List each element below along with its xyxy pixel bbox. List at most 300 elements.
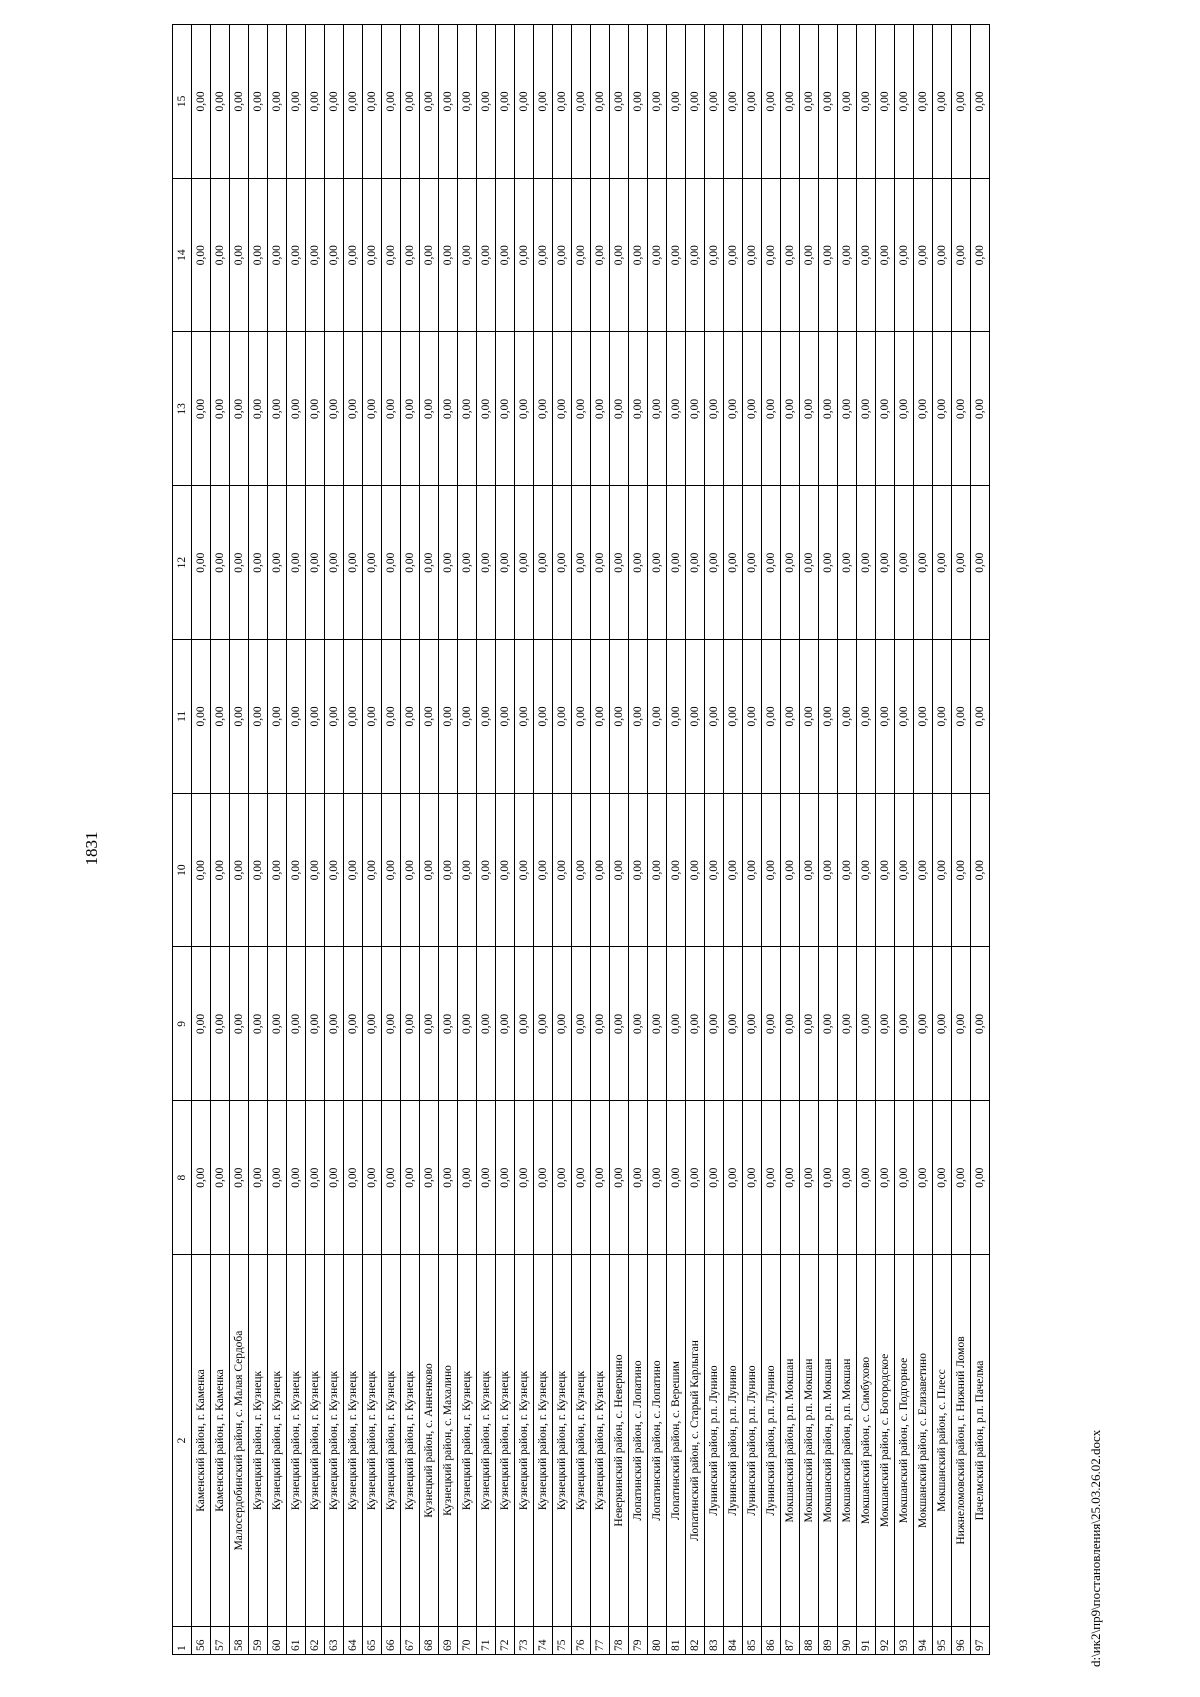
table-row xyxy=(781,25,800,1655)
value-cell: 0,00 xyxy=(553,1101,572,1255)
table-row xyxy=(211,25,230,1655)
value-cell: 0,00 xyxy=(496,640,515,794)
table-row xyxy=(914,25,933,1655)
value-cell: 0,00 xyxy=(800,793,819,947)
value-cell: 0,00 xyxy=(781,947,800,1101)
row-number-cell: 69 xyxy=(439,1627,458,1655)
location-cell: Пачелмский район, р.п. Пачелма xyxy=(971,1255,990,1627)
value-cell: 0,00 xyxy=(553,947,572,1101)
column-header: 13 xyxy=(173,332,192,486)
value-cell: 0,00 xyxy=(420,332,439,486)
value-cell: 0,00 xyxy=(857,793,876,947)
value-cell: 0,00 xyxy=(838,1101,857,1255)
value-cell: 0,00 xyxy=(819,793,838,947)
table-row xyxy=(496,25,515,1655)
value-cell: 0,00 xyxy=(914,332,933,486)
value-cell: 0,00 xyxy=(819,947,838,1101)
value-cell: 0,00 xyxy=(971,947,990,1101)
value-cell: 0,00 xyxy=(705,793,724,947)
value-cell: 0,00 xyxy=(705,25,724,179)
value-cell: 0,00 xyxy=(477,1101,496,1255)
value-cell: 0,00 xyxy=(610,178,629,332)
value-cell: 0,00 xyxy=(838,793,857,947)
value-cell: 0,00 xyxy=(838,947,857,1101)
value-cell: 0,00 xyxy=(800,178,819,332)
value-cell: 0,00 xyxy=(344,640,363,794)
row-number-cell: 74 xyxy=(534,1627,553,1655)
value-cell: 0,00 xyxy=(762,947,781,1101)
value-cell: 0,00 xyxy=(591,793,610,947)
row-number-cell: 86 xyxy=(762,1627,781,1655)
value-cell: 0,00 xyxy=(325,332,344,486)
value-cell: 0,00 xyxy=(230,947,249,1101)
location-cell: Малосердобинский район, с. Малая Сердоба xyxy=(230,1255,249,1627)
value-cell: 0,00 xyxy=(477,947,496,1101)
value-cell: 0,00 xyxy=(629,1101,648,1255)
location-cell: Кузнецкий район, г. Кузнецк xyxy=(287,1255,306,1627)
value-cell: 0,00 xyxy=(553,793,572,947)
location-cell: Кузнецкий район, г. Кузнецк xyxy=(572,1255,591,1627)
value-cell: 0,00 xyxy=(819,332,838,486)
value-cell: 0,00 xyxy=(610,332,629,486)
location-cell: Неверкинский район, с. Неверкино xyxy=(610,1255,629,1627)
value-cell: 0,00 xyxy=(629,25,648,179)
value-cell: 0,00 xyxy=(382,1101,401,1255)
value-cell: 0,00 xyxy=(401,25,420,179)
column-header: 15 xyxy=(173,25,192,179)
value-cell: 0,00 xyxy=(344,178,363,332)
value-cell: 0,00 xyxy=(952,640,971,794)
value-cell: 0,00 xyxy=(477,25,496,179)
row-number-cell: 63 xyxy=(325,1627,344,1655)
value-cell: 0,00 xyxy=(781,640,800,794)
value-cell: 0,00 xyxy=(230,486,249,640)
value-cell: 0,00 xyxy=(686,25,705,179)
location-cell: Кузнецкий район, г. Кузнецк xyxy=(458,1255,477,1627)
value-cell: 0,00 xyxy=(876,332,895,486)
value-cell: 0,00 xyxy=(724,1101,743,1255)
value-cell: 0,00 xyxy=(933,178,952,332)
value-cell: 0,00 xyxy=(705,1101,724,1255)
value-cell: 0,00 xyxy=(762,793,781,947)
table-row xyxy=(553,25,572,1655)
value-cell: 0,00 xyxy=(211,793,230,947)
column-header: 2 xyxy=(173,1255,192,1627)
column-header: 12 xyxy=(173,486,192,640)
row-number-cell: 72 xyxy=(496,1627,515,1655)
value-cell: 0,00 xyxy=(667,793,686,947)
value-cell: 0,00 xyxy=(895,486,914,640)
location-cell: Кузнецкий район, г. Кузнецк xyxy=(344,1255,363,1627)
row-number-cell: 59 xyxy=(249,1627,268,1655)
value-cell: 0,00 xyxy=(724,947,743,1101)
value-cell: 0,00 xyxy=(971,178,990,332)
value-cell: 0,00 xyxy=(610,486,629,640)
table-row xyxy=(686,25,705,1655)
value-cell: 0,00 xyxy=(857,640,876,794)
value-cell: 0,00 xyxy=(667,25,686,179)
value-cell: 0,00 xyxy=(819,178,838,332)
value-cell: 0,00 xyxy=(629,332,648,486)
value-cell: 0,00 xyxy=(705,640,724,794)
location-cell: Кузнецкий район, г. Кузнецк xyxy=(363,1255,382,1627)
table-row xyxy=(515,25,534,1655)
value-cell: 0,00 xyxy=(458,640,477,794)
value-cell: 0,00 xyxy=(496,332,515,486)
value-cell: 0,00 xyxy=(249,640,268,794)
location-cell: Мокшанский район, с. Елизаветино xyxy=(914,1255,933,1627)
value-cell: 0,00 xyxy=(344,25,363,179)
location-cell: Мокшанский район, р.п. Мокшан xyxy=(819,1255,838,1627)
value-cell: 0,00 xyxy=(971,640,990,794)
value-cell: 0,00 xyxy=(610,1101,629,1255)
value-cell: 0,00 xyxy=(762,178,781,332)
value-cell: 0,00 xyxy=(933,793,952,947)
value-cell: 0,00 xyxy=(648,793,667,947)
value-cell: 0,00 xyxy=(515,486,534,640)
value-cell: 0,00 xyxy=(458,793,477,947)
value-cell: 0,00 xyxy=(363,793,382,947)
value-cell: 0,00 xyxy=(534,178,553,332)
location-cell: Кузнецкий район, г. Кузнецк xyxy=(249,1255,268,1627)
row-number-cell: 82 xyxy=(686,1627,705,1655)
value-cell: 0,00 xyxy=(819,25,838,179)
table-row xyxy=(724,25,743,1655)
value-cell: 0,00 xyxy=(325,1101,344,1255)
value-cell: 0,00 xyxy=(553,178,572,332)
value-cell: 0,00 xyxy=(477,793,496,947)
value-cell: 0,00 xyxy=(496,793,515,947)
value-cell: 0,00 xyxy=(971,1101,990,1255)
table-row xyxy=(876,25,895,1655)
table-row xyxy=(838,25,857,1655)
value-cell: 0,00 xyxy=(591,332,610,486)
value-cell: 0,00 xyxy=(420,947,439,1101)
value-cell: 0,00 xyxy=(325,640,344,794)
value-cell: 0,00 xyxy=(306,947,325,1101)
value-cell: 0,00 xyxy=(230,25,249,179)
value-cell: 0,00 xyxy=(933,1101,952,1255)
value-cell: 0,00 xyxy=(686,1101,705,1255)
column-header: 8 xyxy=(173,1101,192,1255)
location-cell: Мокшанский район, р.п. Мокшан xyxy=(800,1255,819,1627)
value-cell: 0,00 xyxy=(401,1101,420,1255)
location-cell: Кузнецкий район, с. Махалино xyxy=(439,1255,458,1627)
location-cell: Лопатинский район, с. Верешим xyxy=(667,1255,686,1627)
value-cell: 0,00 xyxy=(629,793,648,947)
value-cell: 0,00 xyxy=(401,947,420,1101)
value-cell: 0,00 xyxy=(515,332,534,486)
value-cell: 0,00 xyxy=(306,178,325,332)
value-cell: 0,00 xyxy=(591,947,610,1101)
value-cell: 0,00 xyxy=(230,1101,249,1255)
value-cell: 0,00 xyxy=(572,332,591,486)
value-cell: 0,00 xyxy=(534,332,553,486)
value-cell: 0,00 xyxy=(933,947,952,1101)
column-header: 11 xyxy=(173,640,192,794)
value-cell: 0,00 xyxy=(610,947,629,1101)
row-number-cell: 73 xyxy=(515,1627,534,1655)
value-cell: 0,00 xyxy=(420,486,439,640)
value-cell: 0,00 xyxy=(743,486,762,640)
value-cell: 0,00 xyxy=(230,178,249,332)
value-cell: 0,00 xyxy=(591,25,610,179)
value-cell: 0,00 xyxy=(211,947,230,1101)
value-cell: 0,00 xyxy=(211,1101,230,1255)
value-cell: 0,00 xyxy=(667,486,686,640)
value-cell: 0,00 xyxy=(686,793,705,947)
table-row xyxy=(230,25,249,1655)
value-cell: 0,00 xyxy=(287,1101,306,1255)
location-cell: Кузнецкий район, г. Кузнецк xyxy=(553,1255,572,1627)
value-cell: 0,00 xyxy=(458,1101,477,1255)
value-cell: 0,00 xyxy=(705,178,724,332)
row-number-cell: 88 xyxy=(800,1627,819,1655)
value-cell: 0,00 xyxy=(439,640,458,794)
table-row xyxy=(705,25,724,1655)
value-cell: 0,00 xyxy=(705,947,724,1101)
row-number-cell: 57 xyxy=(211,1627,230,1655)
value-cell: 0,00 xyxy=(800,640,819,794)
value-cell: 0,00 xyxy=(610,793,629,947)
column-header: 10 xyxy=(173,793,192,947)
value-cell: 0,00 xyxy=(629,640,648,794)
value-cell: 0,00 xyxy=(230,640,249,794)
value-cell: 0,00 xyxy=(743,1101,762,1255)
value-cell: 0,00 xyxy=(876,640,895,794)
value-cell: 0,00 xyxy=(686,178,705,332)
value-cell: 0,00 xyxy=(363,947,382,1101)
row-number-cell: 92 xyxy=(876,1627,895,1655)
value-cell: 0,00 xyxy=(724,640,743,794)
table-row xyxy=(971,25,990,1655)
row-number-cell: 80 xyxy=(648,1627,667,1655)
value-cell: 0,00 xyxy=(325,178,344,332)
value-cell: 0,00 xyxy=(401,486,420,640)
table-row xyxy=(344,25,363,1655)
location-cell: Лунинский район, р.п. Лунино xyxy=(705,1255,724,1627)
row-number-cell: 64 xyxy=(344,1627,363,1655)
value-cell: 0,00 xyxy=(800,947,819,1101)
value-cell: 0,00 xyxy=(306,25,325,179)
value-cell: 0,00 xyxy=(268,1101,287,1255)
value-cell: 0,00 xyxy=(287,25,306,179)
row-number-cell: 81 xyxy=(667,1627,686,1655)
value-cell: 0,00 xyxy=(572,25,591,179)
value-cell: 0,00 xyxy=(268,25,287,179)
value-cell: 0,00 xyxy=(439,25,458,179)
location-cell: Лунинский район, р.п. Лунино xyxy=(743,1255,762,1627)
value-cell: 0,00 xyxy=(686,947,705,1101)
value-cell: 0,00 xyxy=(591,486,610,640)
value-cell: 0,00 xyxy=(268,640,287,794)
data-table xyxy=(172,24,990,1655)
value-cell: 0,00 xyxy=(382,640,401,794)
location-cell: Мокшанский район, с. Подгорное xyxy=(895,1255,914,1627)
value-cell: 0,00 xyxy=(781,793,800,947)
row-number-cell: 70 xyxy=(458,1627,477,1655)
value-cell: 0,00 xyxy=(401,640,420,794)
table-row xyxy=(382,25,401,1655)
value-cell: 0,00 xyxy=(572,1101,591,1255)
value-cell: 0,00 xyxy=(211,640,230,794)
value-cell: 0,00 xyxy=(363,332,382,486)
row-number-cell: 87 xyxy=(781,1627,800,1655)
location-cell: Кузнецкий район, г. Кузнецк xyxy=(382,1255,401,1627)
value-cell: 0,00 xyxy=(610,640,629,794)
value-cell: 0,00 xyxy=(629,486,648,640)
value-cell: 0,00 xyxy=(268,947,287,1101)
value-cell: 0,00 xyxy=(705,486,724,640)
location-cell: Кузнецкий район, г. Кузнецк xyxy=(496,1255,515,1627)
value-cell: 0,00 xyxy=(363,1101,382,1255)
value-cell: 0,00 xyxy=(325,947,344,1101)
value-cell: 0,00 xyxy=(876,947,895,1101)
value-cell: 0,00 xyxy=(781,332,800,486)
value-cell: 0,00 xyxy=(496,178,515,332)
value-cell: 0,00 xyxy=(857,486,876,640)
value-cell: 0,00 xyxy=(743,25,762,179)
value-cell: 0,00 xyxy=(876,178,895,332)
location-cell: Лунинский район, р.п. Лунино xyxy=(724,1255,743,1627)
value-cell: 0,00 xyxy=(971,332,990,486)
row-number-cell: 68 xyxy=(420,1627,439,1655)
value-cell: 0,00 xyxy=(819,486,838,640)
value-cell: 0,00 xyxy=(686,332,705,486)
value-cell: 0,00 xyxy=(933,332,952,486)
value-cell: 0,00 xyxy=(192,793,211,947)
value-cell: 0,00 xyxy=(515,25,534,179)
value-cell: 0,00 xyxy=(629,947,648,1101)
value-cell: 0,00 xyxy=(211,332,230,486)
table-row xyxy=(287,25,306,1655)
location-cell: Кузнецкий район, г. Кузнецк xyxy=(591,1255,610,1627)
value-cell: 0,00 xyxy=(952,1101,971,1255)
value-cell: 0,00 xyxy=(667,1101,686,1255)
value-cell: 0,00 xyxy=(952,486,971,640)
value-cell: 0,00 xyxy=(268,793,287,947)
row-number-cell: 91 xyxy=(857,1627,876,1655)
value-cell: 0,00 xyxy=(534,1101,553,1255)
row-number-cell: 85 xyxy=(743,1627,762,1655)
row-number-cell: 96 xyxy=(952,1627,971,1655)
value-cell: 0,00 xyxy=(800,332,819,486)
table-row xyxy=(819,25,838,1655)
value-cell: 0,00 xyxy=(534,486,553,640)
value-cell: 0,00 xyxy=(306,1101,325,1255)
value-cell: 0,00 xyxy=(629,178,648,332)
value-cell: 0,00 xyxy=(971,486,990,640)
value-cell: 0,00 xyxy=(762,332,781,486)
value-cell: 0,00 xyxy=(705,332,724,486)
location-cell: Мокшанский район, с. Богородское xyxy=(876,1255,895,1627)
value-cell: 0,00 xyxy=(971,25,990,179)
row-number-cell: 61 xyxy=(287,1627,306,1655)
value-cell: 0,00 xyxy=(667,332,686,486)
location-cell: Кузнецкий район, с. Анненково xyxy=(420,1255,439,1627)
table-row xyxy=(895,25,914,1655)
value-cell: 0,00 xyxy=(439,1101,458,1255)
value-cell: 0,00 xyxy=(952,947,971,1101)
page-number: 1831 xyxy=(82,831,101,866)
row-number-cell: 79 xyxy=(629,1627,648,1655)
value-cell: 0,00 xyxy=(192,332,211,486)
value-cell: 0,00 xyxy=(591,1101,610,1255)
row-number-cell: 90 xyxy=(838,1627,857,1655)
location-cell: Кузнецкий район, г. Кузнецк xyxy=(534,1255,553,1627)
value-cell: 0,00 xyxy=(686,486,705,640)
value-cell: 0,00 xyxy=(743,640,762,794)
table-row xyxy=(363,25,382,1655)
value-cell: 0,00 xyxy=(572,640,591,794)
value-cell: 0,00 xyxy=(724,25,743,179)
value-cell: 0,00 xyxy=(458,947,477,1101)
value-cell: 0,00 xyxy=(306,640,325,794)
table-body xyxy=(173,25,990,1655)
value-cell: 0,00 xyxy=(952,332,971,486)
value-cell: 0,00 xyxy=(534,640,553,794)
value-cell: 0,00 xyxy=(211,178,230,332)
table-row xyxy=(401,25,420,1655)
value-cell: 0,00 xyxy=(192,486,211,640)
row-number-cell: 67 xyxy=(401,1627,420,1655)
table-row xyxy=(249,25,268,1655)
location-cell: Лопатинский район, с. Старый Карлыган xyxy=(686,1255,705,1627)
table-row xyxy=(439,25,458,1655)
value-cell: 0,00 xyxy=(838,25,857,179)
value-cell: 0,00 xyxy=(534,25,553,179)
value-cell: 0,00 xyxy=(363,25,382,179)
value-cell: 0,00 xyxy=(439,332,458,486)
value-cell: 0,00 xyxy=(762,486,781,640)
value-cell: 0,00 xyxy=(667,947,686,1101)
value-cell: 0,00 xyxy=(496,947,515,1101)
value-cell: 0,00 xyxy=(192,178,211,332)
value-cell: 0,00 xyxy=(648,947,667,1101)
value-cell: 0,00 xyxy=(344,793,363,947)
value-cell: 0,00 xyxy=(762,640,781,794)
location-cell: Каменский район, г. Каменка xyxy=(192,1255,211,1627)
value-cell: 0,00 xyxy=(420,178,439,332)
value-cell: 0,00 xyxy=(743,178,762,332)
value-cell: 0,00 xyxy=(724,178,743,332)
table-row xyxy=(306,25,325,1655)
row-number-cell: 58 xyxy=(230,1627,249,1655)
value-cell: 0,00 xyxy=(458,486,477,640)
table-row xyxy=(572,25,591,1655)
value-cell: 0,00 xyxy=(325,793,344,947)
column-header: 14 xyxy=(173,178,192,332)
value-cell: 0,00 xyxy=(439,947,458,1101)
value-cell: 0,00 xyxy=(553,25,572,179)
value-cell: 0,00 xyxy=(819,1101,838,1255)
value-cell: 0,00 xyxy=(781,1101,800,1255)
location-cell: Кузнецкий район, г. Кузнецк xyxy=(477,1255,496,1627)
value-cell: 0,00 xyxy=(857,947,876,1101)
value-cell: 0,00 xyxy=(933,25,952,179)
value-cell: 0,00 xyxy=(743,793,762,947)
row-number-cell: 83 xyxy=(705,1627,724,1655)
value-cell: 0,00 xyxy=(591,178,610,332)
value-cell: 0,00 xyxy=(363,486,382,640)
value-cell: 0,00 xyxy=(382,332,401,486)
value-cell: 0,00 xyxy=(838,332,857,486)
value-cell: 0,00 xyxy=(648,1101,667,1255)
table-row xyxy=(268,25,287,1655)
value-cell: 0,00 xyxy=(249,178,268,332)
value-cell: 0,00 xyxy=(534,947,553,1101)
value-cell: 0,00 xyxy=(382,947,401,1101)
